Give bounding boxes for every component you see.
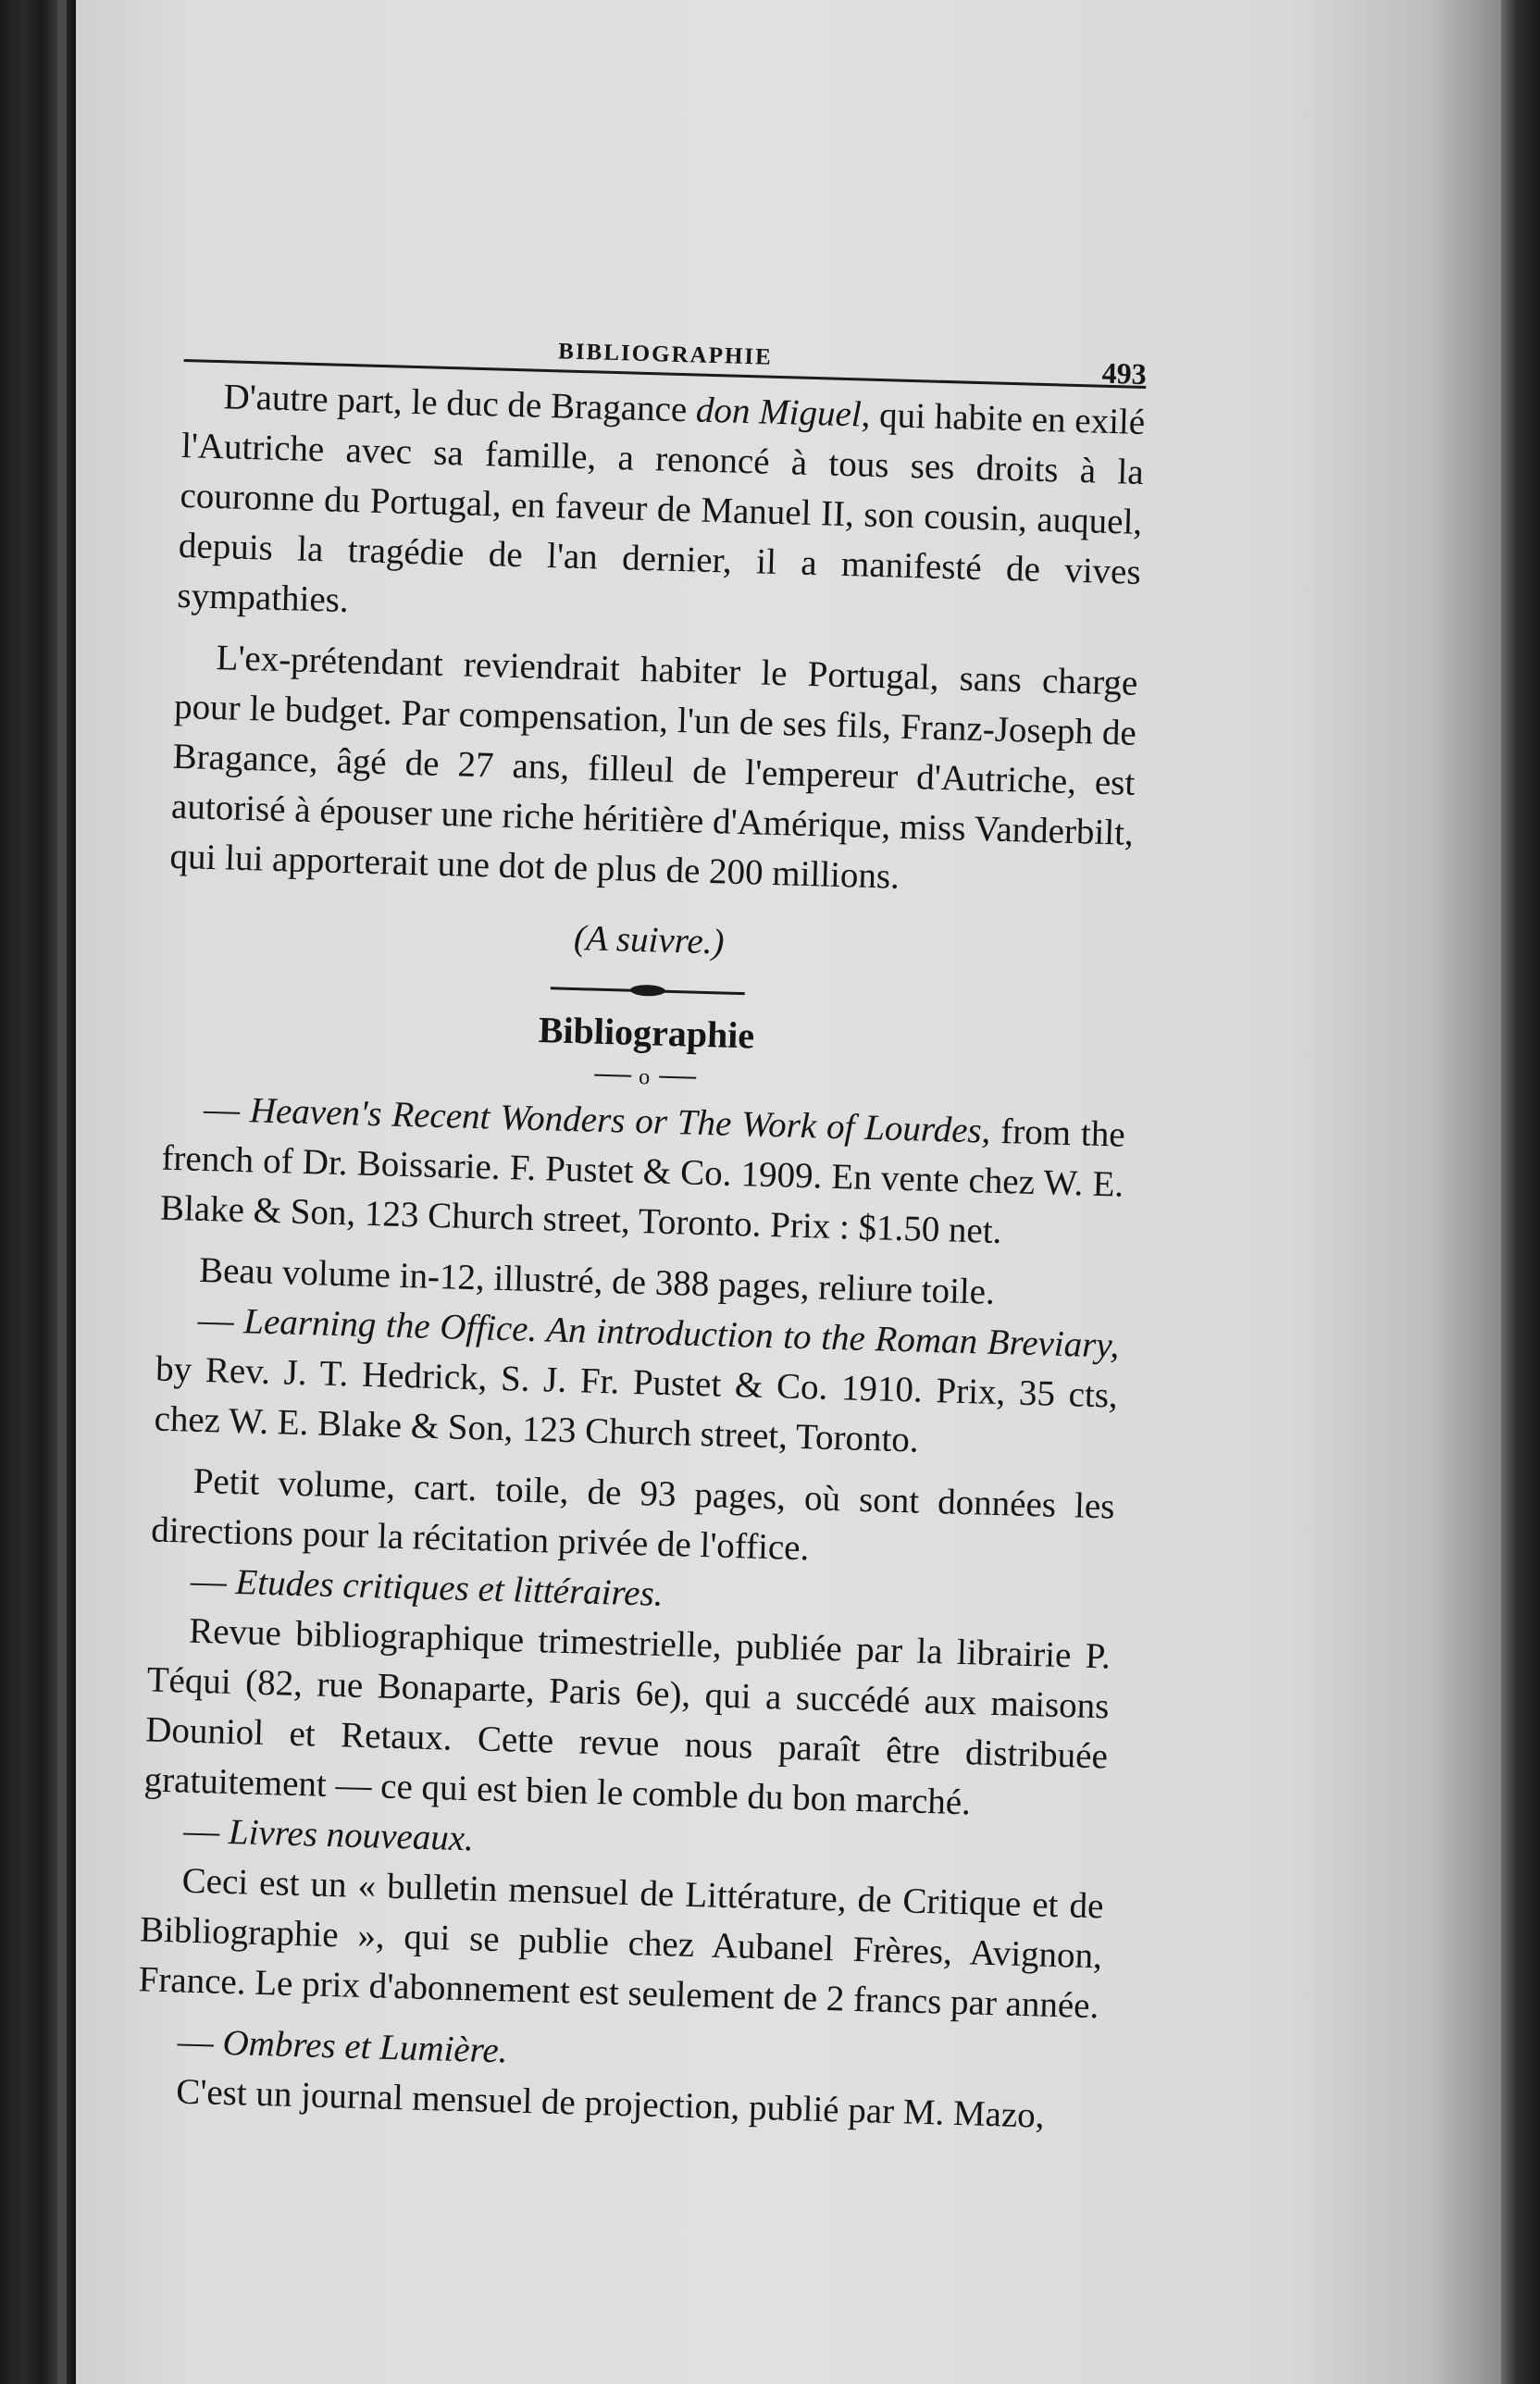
facing-page-gutter [57, 0, 67, 2384]
entry-learning-office: — Learning the Office. An introduction to the Roman Breviary, by Rev. J. T. Hedrick, S. J. Fr. Pustet & Co. 1910. Prix, 35 cts, chez W. E. Blake & Son, 123 Church street, Toronto. [154, 1299, 1120, 1460]
entry-ombres-note: C'est un journal mensuel de projection, publié par M. Mazo, [175, 2071, 1046, 2136]
entry-ombres: — Ombres et Lumière. [177, 2021, 509, 2071]
section-ornament: o [594, 1066, 697, 1087]
entry-etudes-note: Revue bibliographique trimestrielle, publiée par la librairie P. Téqui (82, rue Bonaparte, Paris 6e), qui a succédé aux maisons Douniol et Retaux. Cette revue nous paraît être distribuée gratuitement — ce qui est bien le comble du bon marché. [143, 1610, 1112, 1823]
page-number: 493 [1101, 355, 1148, 391]
section-title: Bibliographie [538, 1008, 755, 1057]
entry-etudes: — Etudes critiques et littéraires. [190, 1560, 664, 1614]
ornamental-rule [551, 983, 745, 998]
entry-lourdes-note: Beau volume in-12, illustré, de 388 pages, reliure toile. [198, 1249, 996, 1312]
running-head-title: BIBLIOGRAPHIE [557, 339, 774, 370]
entry-livres: — Livres nouveaux. [182, 1810, 475, 1859]
paragraph-bragance: D'autre part, le duc de Bragance don Miguel, qui habite en exilé l'Autriche avec sa famille, a renoncé à tous ses droits à la couronne du Portugal, en faveur de Manuel II, son cousin, auquel, depuis la tragédie de l'an dernier, il a manifesté de vives sympathies. [176, 377, 1146, 621]
italic-name: don Miguel [695, 390, 863, 435]
entry-livres-note: Ceci est un « bulletin mensuel de Littérature, de Critique et de Bibliographie », qui se publie chez Aubanel Frères, Avignon, France. Le prix d'abonnement est seulement de 2 francs par année. [138, 1860, 1104, 2027]
page-content [135, 315, 1148, 2142]
entry-lourdes: — Heaven's Recent Wonders or The Work of Lourdes, from the french of Dr. Boissarie. F. Pustet & Co. 1909. En vente chez W. E. Blake & Son, 123 Church street, Toronto. Prix : $1.50 net. [159, 1088, 1126, 1252]
paragraph-pretendant: L'ex-prétendant reviendrait habiter le Portugal, sans charge pour le budget. Par compensation, l'un de ses fils, Franz-Joseph de Bragance, âgé de 27 ans, filleul de l'empereur d'Autriche, est autorisé à épouser une riche héritière d'Amérique, miss Vanderbilt, qui lui apporterait une dot de plus de 200 millions. [169, 638, 1138, 897]
a-suivre: (A suivre.) [573, 918, 726, 962]
page-stack-edge [1501, 0, 1540, 2384]
entry-learning-office-note: Petit volume, cart. toile, de 93 pages, où sont données les directions pour la récitation privée de l'office. [150, 1460, 1116, 1569]
